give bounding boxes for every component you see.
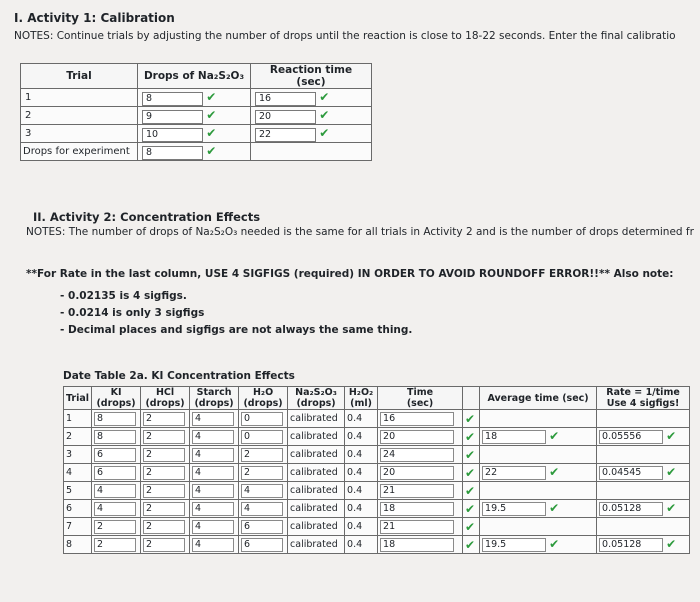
experiment-input[interactable]: 8 <box>142 146 203 160</box>
h2o2-cell: 0.4 <box>345 410 378 428</box>
rate-cell <box>597 500 690 518</box>
rate-input[interactable]: 0.05128 <box>599 538 663 552</box>
header-check-col <box>463 387 480 410</box>
na2s2o3-cell: calibrated <box>288 428 345 446</box>
h2o2-cell: 0.4 <box>345 428 378 446</box>
time-input[interactable]: 24 <box>380 448 454 462</box>
header-h2o2: H₂O₂ (ml) <box>345 387 378 410</box>
na2s2o3-cell: calibrated <box>288 464 345 482</box>
header-h2o: H₂O (drops) <box>239 387 288 410</box>
bullet-2: - 0.0214 is only 3 sigfigs <box>60 307 205 319</box>
starch-cell: 4 <box>190 446 239 464</box>
h2o2-cell: 0.4 <box>345 446 378 464</box>
check-icon: ✔ <box>465 501 476 516</box>
check-icon: ✔ <box>549 428 560 443</box>
header-na2s2o3: Na₂S₂O₃ (drops) <box>288 387 345 410</box>
hcl-cell: 2 <box>141 500 190 518</box>
rate-input[interactable]: 0.04545 <box>599 466 663 480</box>
header-rate: Rate = 1/time Use 4 sigfigs! <box>597 387 690 410</box>
ki-cell: 8 <box>92 410 141 428</box>
check-cell <box>463 518 480 536</box>
hcl-cell: 2 <box>141 410 190 428</box>
header-average-time: Average time (sec) <box>480 387 597 410</box>
na2s2o3-cell: calibrated <box>288 446 345 464</box>
hcl-cell: 2 <box>141 536 190 554</box>
average-time-cell <box>480 446 597 464</box>
table2a-title: Date Table 2a. KI Concentration Effects <box>63 370 295 382</box>
h2o-cell: 2 <box>239 464 288 482</box>
h2o-cell: 4 <box>239 500 288 518</box>
ki-concentration-table <box>63 386 690 554</box>
check-icon: ✔ <box>206 143 217 158</box>
rate-note: **For Rate in the last column, USE 4 SIGFIGS (required) IN ORDER TO AVOID ROUNDOFF ERROR!!** Also note: <box>26 268 674 280</box>
table-row <box>64 482 690 500</box>
check-icon: ✔ <box>465 483 476 498</box>
check-icon: ✔ <box>666 536 677 551</box>
header-trial: Trial <box>21 64 138 89</box>
time-cell <box>378 410 463 428</box>
ki-cell: 6 <box>92 464 141 482</box>
rate-cell <box>597 428 690 446</box>
hcl-cell: 2 <box>141 428 190 446</box>
time-cell <box>378 446 463 464</box>
drops-cell <box>138 107 251 125</box>
na2s2o3-cell: calibrated <box>288 518 345 536</box>
rate-cell <box>597 536 690 554</box>
check-icon: ✔ <box>319 89 330 104</box>
average-time-cell <box>480 464 597 482</box>
check-cell <box>463 536 480 554</box>
h2o2-cell: 0.4 <box>345 500 378 518</box>
ki-cell: 8 <box>92 428 141 446</box>
time-input[interactable]: 21 <box>380 484 454 498</box>
average-time-input[interactable]: 19.5 <box>482 502 546 516</box>
drops-input[interactable]: 9 <box>142 110 203 124</box>
check-icon: ✔ <box>465 447 476 462</box>
time-cell <box>251 125 372 143</box>
hcl-cell: 2 <box>141 482 190 500</box>
calibration-table <box>20 63 372 161</box>
rate-input[interactable]: 0.05556 <box>599 430 663 444</box>
check-cell <box>463 428 480 446</box>
table-row <box>64 536 690 554</box>
time-input[interactable]: 22 <box>255 128 316 142</box>
na2s2o3-cell: calibrated <box>288 410 345 428</box>
rate-cell <box>597 482 690 500</box>
h2o2-cell: 0.4 <box>345 518 378 536</box>
rate-cell <box>597 464 690 482</box>
time-input[interactable]: 20 <box>380 430 454 444</box>
rate-cell <box>597 518 690 536</box>
average-time-cell <box>480 500 597 518</box>
drops-cell <box>138 89 251 107</box>
average-time-cell <box>480 428 597 446</box>
h2o-cell: 4 <box>239 482 288 500</box>
average-time-cell <box>480 482 597 500</box>
time-cell <box>378 482 463 500</box>
check-icon: ✔ <box>549 464 560 479</box>
h2o-cell: 6 <box>239 518 288 536</box>
drops-input[interactable]: 10 <box>142 128 203 142</box>
ki-cell: 4 <box>92 482 141 500</box>
table-row <box>64 428 690 446</box>
na2s2o3-cell: calibrated <box>288 500 345 518</box>
activity2-notes: NOTES: The number of drops of Na₂S₂O₃ needed is the same for all trials in Activity 2 and is the number of drops determined fr <box>26 226 694 238</box>
starch-cell: 4 <box>190 464 239 482</box>
hcl-cell: 2 <box>141 464 190 482</box>
header-ki: KI (drops) <box>92 387 141 410</box>
check-icon: ✔ <box>206 89 217 104</box>
experiment-label: Drops for experiment <box>21 143 138 161</box>
experiment-cell <box>138 143 251 161</box>
ki-cell: 6 <box>92 446 141 464</box>
calibration-row <box>21 89 372 107</box>
header-drops: Drops of Na₂S₂O₃ <box>138 64 251 89</box>
check-icon: ✔ <box>206 107 217 122</box>
average-time-cell <box>480 410 597 428</box>
check-icon: ✔ <box>465 465 476 480</box>
check-icon: ✔ <box>465 519 476 534</box>
check-icon: ✔ <box>465 429 476 444</box>
starch-cell: 4 <box>190 410 239 428</box>
hcl-cell: 2 <box>141 446 190 464</box>
check-icon: ✔ <box>319 107 330 122</box>
rate-cell <box>597 410 690 428</box>
table-row <box>64 410 690 428</box>
trial-cell: 5 <box>64 482 92 500</box>
time-cell <box>378 500 463 518</box>
bullet-3: - Decimal places and sigfigs are not always the same thing. <box>60 324 413 336</box>
h2o2-cell: 0.4 <box>345 536 378 554</box>
trial-cell: 1 <box>21 89 138 107</box>
hcl-cell: 2 <box>141 518 190 536</box>
header-hcl: HCl (drops) <box>141 387 190 410</box>
trial-cell: 6 <box>64 500 92 518</box>
time-cell <box>378 536 463 554</box>
table-row <box>64 446 690 464</box>
time-input[interactable]: 18 <box>380 502 454 516</box>
activity1-title: I. Activity 1: Calibration <box>14 11 175 25</box>
table-row <box>64 518 690 536</box>
rate-cell <box>597 446 690 464</box>
check-icon: ✔ <box>465 537 476 552</box>
starch-cell: 4 <box>190 500 239 518</box>
drops-cell <box>138 125 251 143</box>
average-time-input[interactable]: 19.5 <box>482 538 546 552</box>
time-input[interactable]: 21 <box>380 520 454 534</box>
bullet-1: - 0.02135 is 4 sigfigs. <box>60 290 187 302</box>
trial-cell: 8 <box>64 536 92 554</box>
header-trial: Trial <box>64 387 92 410</box>
time-cell <box>378 464 463 482</box>
activity2-title: II. Activity 2: Concentration Effects <box>33 210 261 224</box>
header-reaction-time: Reaction time (sec) <box>251 64 372 89</box>
na2s2o3-cell: calibrated <box>288 536 345 554</box>
starch-cell: 4 <box>190 518 239 536</box>
check-icon: ✔ <box>206 125 217 140</box>
time-cell <box>251 107 372 125</box>
trial-cell: 1 <box>64 410 92 428</box>
time-input[interactable]: 16 <box>255 92 316 106</box>
check-icon: ✔ <box>465 411 476 426</box>
starch-cell: 4 <box>190 482 239 500</box>
time-cell <box>378 518 463 536</box>
average-time-cell <box>480 518 597 536</box>
average-time-input[interactable]: 22 <box>482 466 546 480</box>
na2s2o3-cell: calibrated <box>288 482 345 500</box>
trial-cell: 4 <box>64 464 92 482</box>
check-icon: ✔ <box>319 125 330 140</box>
calibration-header-row <box>21 64 372 89</box>
check-icon: ✔ <box>549 500 560 515</box>
check-cell <box>463 500 480 518</box>
time-input[interactable]: 20 <box>380 466 454 480</box>
h2o2-cell: 0.4 <box>345 482 378 500</box>
experiment-row <box>21 143 372 161</box>
h2o-cell: 2 <box>239 446 288 464</box>
table-row <box>64 500 690 518</box>
check-icon: ✔ <box>666 464 677 479</box>
ki-cell: 2 <box>92 518 141 536</box>
calibration-row <box>21 125 372 143</box>
check-cell <box>463 464 480 482</box>
ki-cell: 2 <box>92 536 141 554</box>
activity1-notes: NOTES: Continue trials by adjusting the number of drops until the reaction is close to 18-22 seconds. Enter the final calibratio <box>14 30 676 42</box>
check-icon: ✔ <box>666 500 677 515</box>
average-time-cell <box>480 536 597 554</box>
drops-input[interactable]: 8 <box>142 92 203 106</box>
rate-input[interactable]: 0.05128 <box>599 502 663 516</box>
h2o-cell: 0 <box>239 410 288 428</box>
time-input[interactable]: 16 <box>380 412 454 426</box>
ki-cell: 4 <box>92 500 141 518</box>
trial-cell: 3 <box>64 446 92 464</box>
h2o-cell: 0 <box>239 428 288 446</box>
starch-cell: 4 <box>190 428 239 446</box>
time-cell <box>378 428 463 446</box>
average-time-input[interactable]: 18 <box>482 430 546 444</box>
time-cell <box>251 89 372 107</box>
empty-cell <box>251 143 372 161</box>
check-cell <box>463 482 480 500</box>
header-time: Time (sec) <box>378 387 463 410</box>
table2a-header-row <box>64 387 690 410</box>
h2o-cell: 6 <box>239 536 288 554</box>
trial-cell: 2 <box>64 428 92 446</box>
starch-cell: 4 <box>190 536 239 554</box>
trial-cell: 2 <box>21 107 138 125</box>
table-row <box>64 464 690 482</box>
trial-cell: 3 <box>21 125 138 143</box>
time-input[interactable]: 20 <box>255 110 316 124</box>
check-icon: ✔ <box>666 428 677 443</box>
time-input[interactable]: 18 <box>380 538 454 552</box>
header-starch: Starch (drops) <box>190 387 239 410</box>
h2o2-cell: 0.4 <box>345 464 378 482</box>
calibration-row <box>21 107 372 125</box>
trial-cell: 7 <box>64 518 92 536</box>
check-cell <box>463 446 480 464</box>
check-icon: ✔ <box>549 536 560 551</box>
check-cell <box>463 410 480 428</box>
